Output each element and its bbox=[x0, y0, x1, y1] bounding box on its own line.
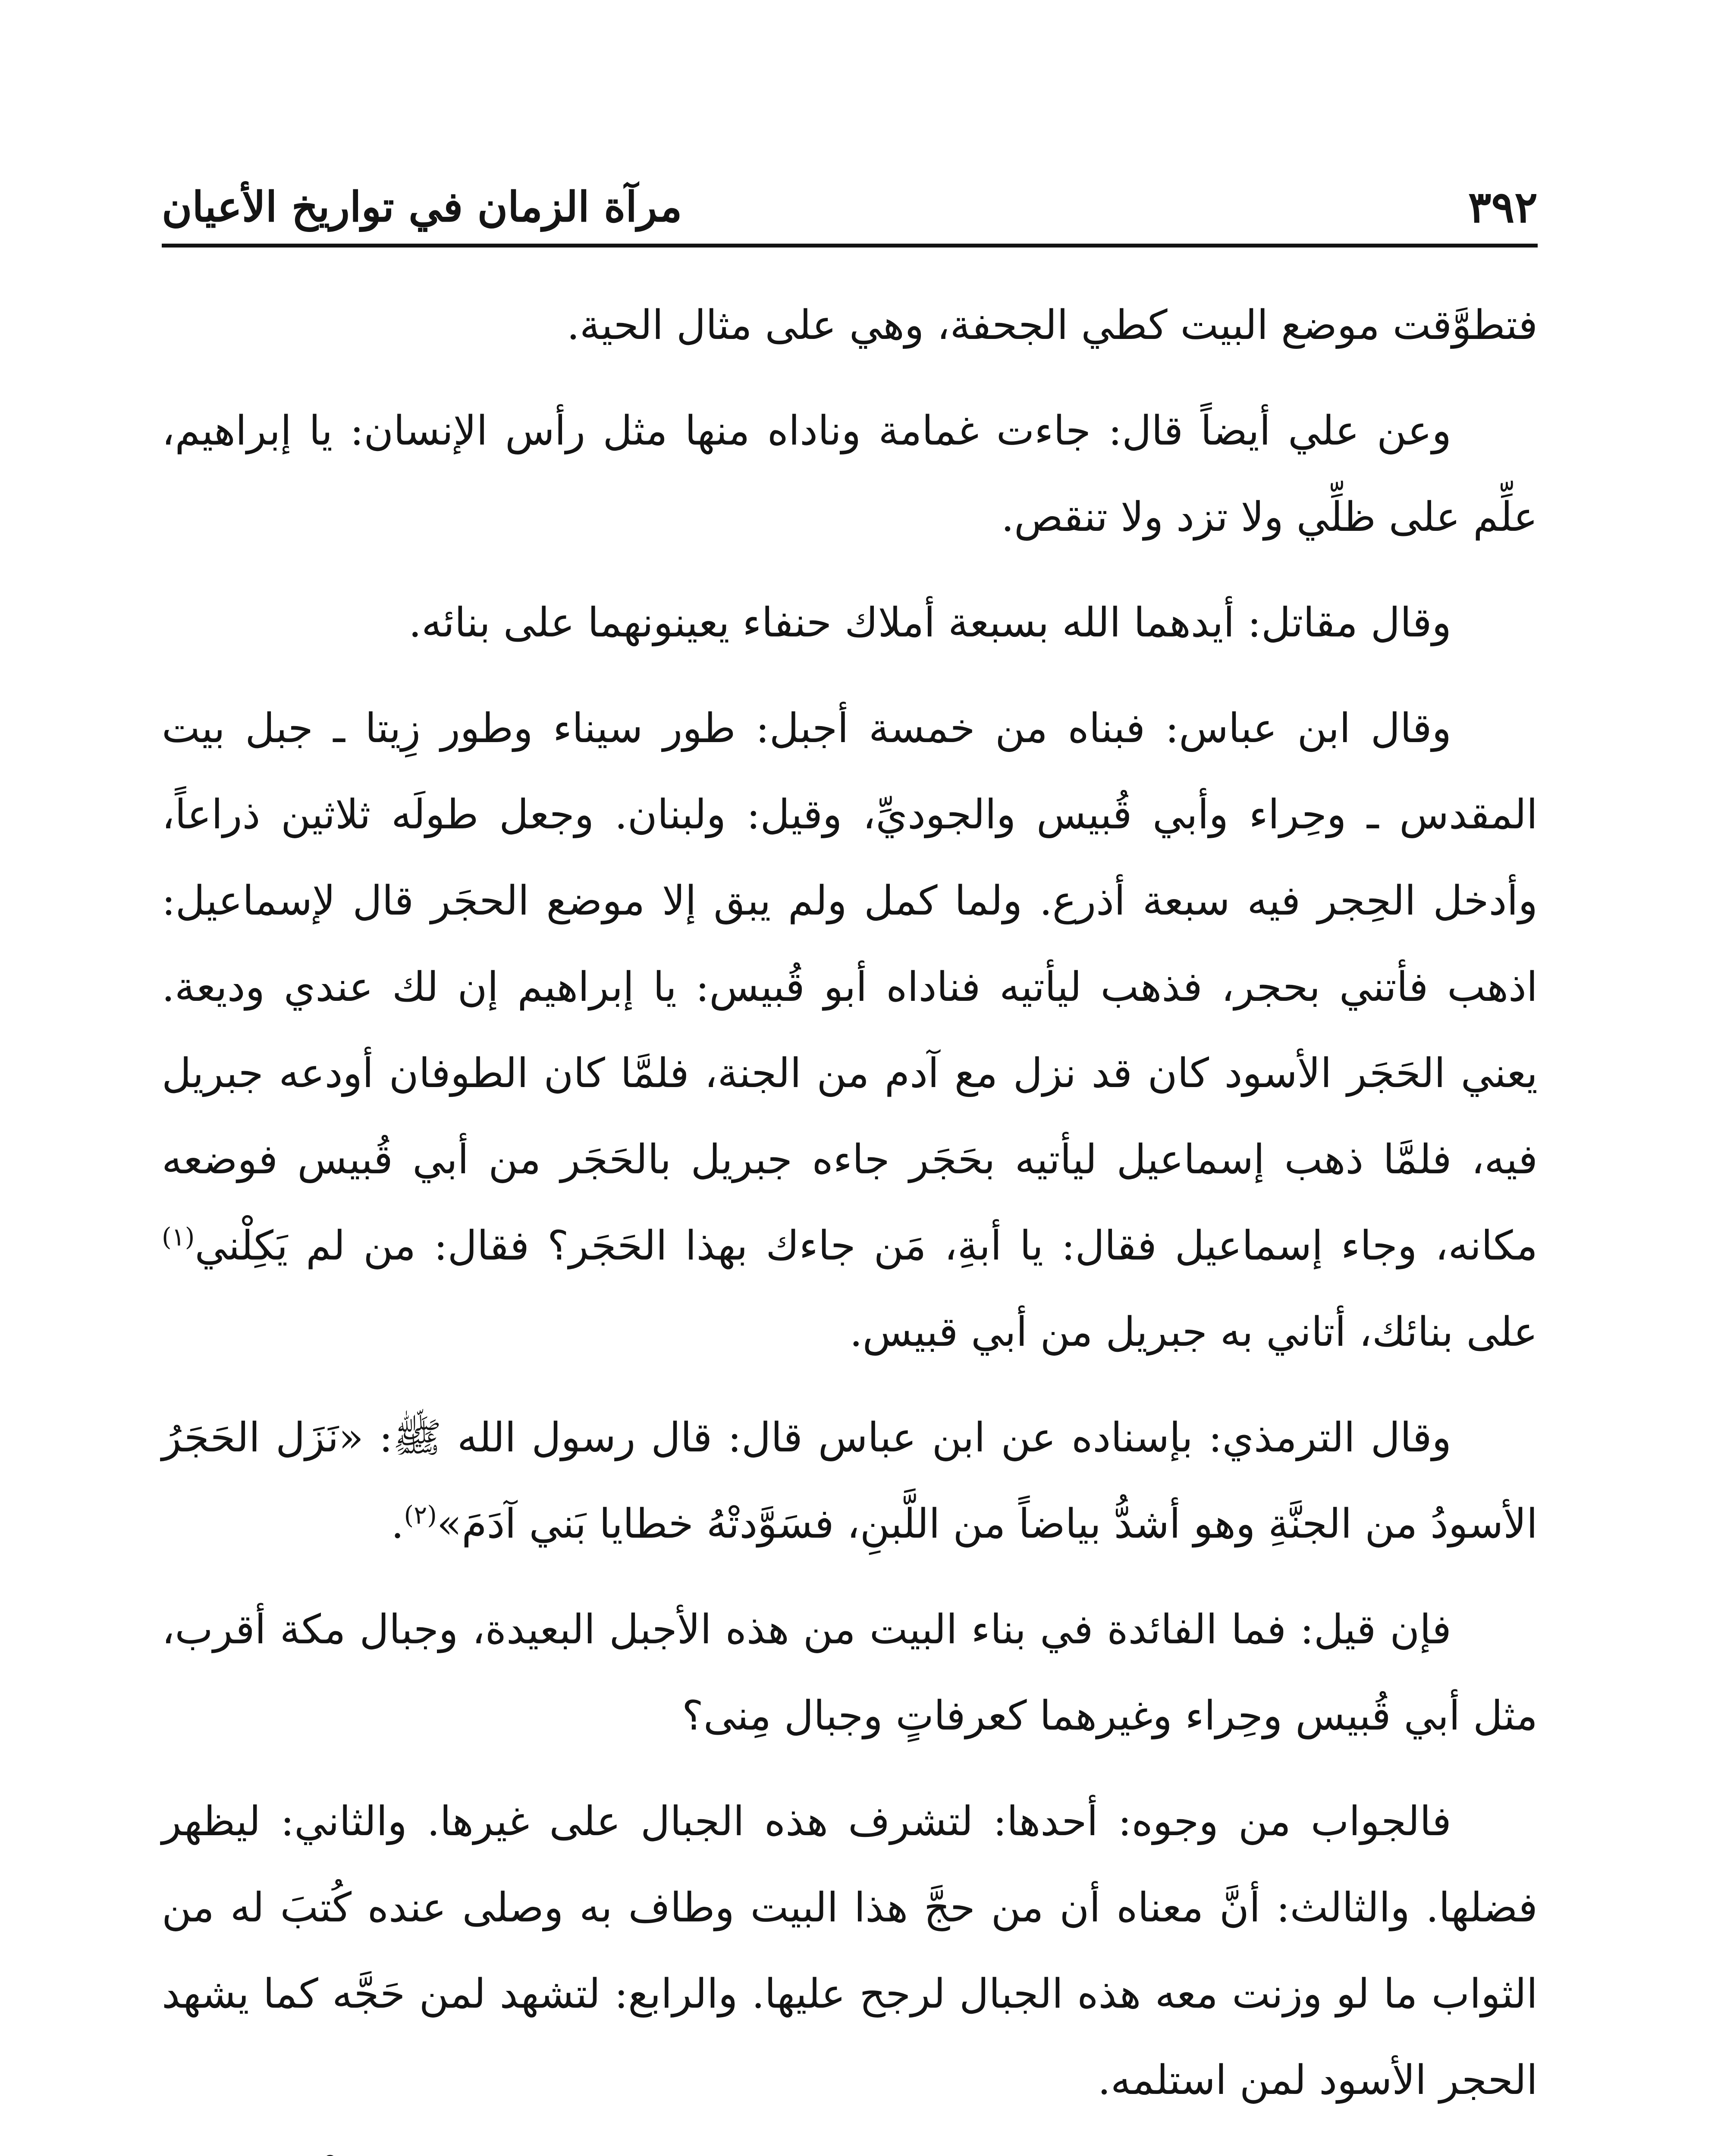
running-title: مرآة الزمان في تواريخ الأعيان bbox=[162, 182, 682, 231]
main-text bbox=[162, 282, 1538, 2156]
paragraph bbox=[162, 1587, 1538, 1759]
paragraph bbox=[162, 1779, 1538, 2124]
paragraph bbox=[162, 580, 1538, 666]
paragraph bbox=[162, 686, 1538, 1376]
page-header bbox=[162, 170, 1538, 244]
paragraph-text: . bbox=[391, 1501, 404, 1548]
paragraph-text: فتطوَّقت موضع البيت كطي الجحفة، وهي على مثال الحية. bbox=[567, 302, 1538, 349]
paragraph-text: وقال مقاتل: أيدهما الله بسبعة أملاك حنفاء يعينونهما على بنائه. bbox=[408, 599, 1451, 646]
paragraph-text: فالجواب من وجوه: أحدها: لتشرف هذه الجبال على غيرها. والثاني: ليظهر فضلها. والثالث: أنَّ معناه أن من حجَّ هذا البيت وطاف به وصلى عنده كُتبَ له من الثواب ما لو وزنت معه هذه الجبال لرجح عليها. والرابع: لتشهد لمن حَجَّه كما يشهد الحجر الأسود لمن استلمه. bbox=[162, 1798, 1538, 2104]
paragraph-text: وقال ابن عباس: فبناه من خمسة أجبل: طور سيناء وطور زِيتا ـ جبل بيت المقدس ـ وحِراء وأبي قُبيس والجوديِّ، وقيل: ولبنان. وجعل طولَه ثلاثين ذراعاً، وأدخل الحِجر فيه سبعة أذرع. ولما كمل ولم يبق إلا موضع الحجَر قال لإسماعيل: اذهب فأتني بحجر، فذهب ليأتيه فناداه أبو قُبيس: يا إبراهيم إن لك عندي وديعة. يعني الحَجَر الأسود كان قد نزل مع آدم من الجنة، فلمَّا كان الطوفان أودعه جبريل فيه، فلمَّا ذهب إسماعيل ليأتيه بحَجَر جاءه جبريل بالحَجَر من أبي قُبيس فوضعه مكانه، وجاء إسماعيل فقال: يا أبةِ، مَن جاءك بهذا الحَجَر؟ فقال: من لم يَكِلْني bbox=[162, 705, 1538, 1269]
paragraph bbox=[162, 388, 1538, 561]
paragraph bbox=[162, 1395, 1538, 1567]
paragraph-text: على بنائك، أتاني به جبريل من أبي قبيس. bbox=[849, 1309, 1538, 1356]
paragraph-text: فإن قيل: فما الفائدة في بناء البيت من هذه الأجبل البعيدة، وجبال مكة أقرب، مثل أبي قُبيس وحِراء وغيرهما كعرفاتٍ وجبال مِنى؟ bbox=[162, 1606, 1538, 1739]
paragraph-text: وعن علي أيضاً قال: جاءت غمامة وناداه منها مثل رأس الإنسان: يا إبراهيم، علِّم على ظلِّي ولا تزد ولا تنقص. bbox=[162, 407, 1538, 541]
header-rule bbox=[162, 244, 1538, 248]
paragraph bbox=[162, 282, 1538, 369]
paragraph bbox=[162, 2143, 1538, 2156]
footnote-marker: (٢) bbox=[404, 1500, 437, 1530]
page-number: ٣٩٢ bbox=[1468, 182, 1538, 232]
footnote-marker: (١) bbox=[162, 1222, 195, 1252]
paragraph-text: وقال الترمذي: بإسناده عن ابن عباس قال: قال رسول الله ﷺ: «نَزَل الحَجَرُ الأسودُ من الجنَّةِ وهو أشدُّ بياضاً من اللَّبنِ، فسَوَّدتْهُ خطايا بَني آدَمَ» bbox=[162, 1414, 1538, 1548]
